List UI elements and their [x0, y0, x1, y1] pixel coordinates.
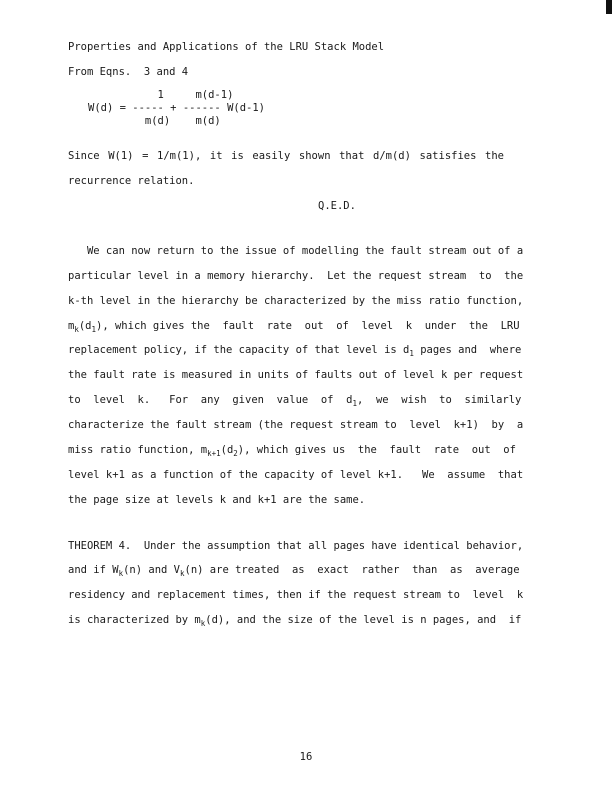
equation-main: W(d) = ----- + ------ W(d-1): [88, 102, 266, 114]
word: is: [231, 150, 244, 162]
para1-line-1: We can now return to the issue of modelling the fault stream out of a: [68, 245, 524, 257]
corner-mark: [606, 0, 612, 14]
theorem-line-3: residency and replacement times, then if the request stream to level k: [68, 589, 524, 601]
para1-line-6: the fault rate is measured in units of faults out of level k per request: [68, 369, 524, 381]
para1-line-10: level k+1 as a function of the capacity of level k+1. We assume that: [68, 469, 524, 481]
recurrence-line: recurrence relation.: [68, 175, 195, 187]
word: that: [339, 150, 365, 162]
running-header: Properties and Applications of the LRU Stack Model: [68, 41, 385, 53]
page-number: 16: [299, 750, 313, 763]
word: 1/m(1),: [157, 150, 202, 162]
para1-line-8: characterize the fault stream (the request stream to level k+1) by a: [68, 419, 524, 431]
theorem-line-4: is characterized by $m_k(d)$, and the size of the level is n pages, and if: [68, 614, 522, 628]
qed-mark: Q.E.D.: [318, 200, 356, 212]
theorem-line-1: THEOREM 4. Under the assumption that all pages have identical behavior,: [68, 540, 524, 552]
para1-line-11: the page size at levels k and k+1 are the same.: [68, 494, 366, 506]
para1-line-5: replacement policy, if the capacity of that level is $d_1$ pages and where: [68, 344, 522, 358]
para1-line-2: particular level in a memory hierarchy. Let the request stream to the: [68, 270, 524, 282]
word: easily: [252, 150, 291, 162]
word: d/m(d): [373, 150, 411, 162]
para1-line-4: $m_k(d_1)$, which gives the fault rate out of level k under the LRU: [68, 320, 520, 334]
para1-line-3: k-th level in the hierarchy be characterized by the miss ratio function,: [68, 295, 524, 307]
intro-line: From Eqns. 3 and 4: [68, 66, 189, 78]
theorem-line-2: and if $W_k(n)$ and $V_k(n)$ are treated as exact rather than as average: [68, 564, 520, 578]
equation-denominators: m(d) m(d): [88, 115, 221, 127]
para1-line-7: to level k. For any given value of $d_1$, we wish to similarly: [68, 394, 522, 408]
word: shown: [298, 150, 331, 162]
word: satisfies: [419, 150, 477, 162]
word: W(1): [108, 150, 134, 162]
word: Since: [68, 150, 100, 162]
word: the: [485, 150, 504, 162]
equation-numerators: 1 m(d-1): [88, 89, 234, 101]
word: it: [209, 150, 223, 162]
para1-line-9: miss ratio function, $m_{k+1}(d_2)$, which gives us the fault rate out of: [68, 444, 516, 458]
word: =: [142, 150, 149, 162]
since-line: [68, 150, 504, 163]
